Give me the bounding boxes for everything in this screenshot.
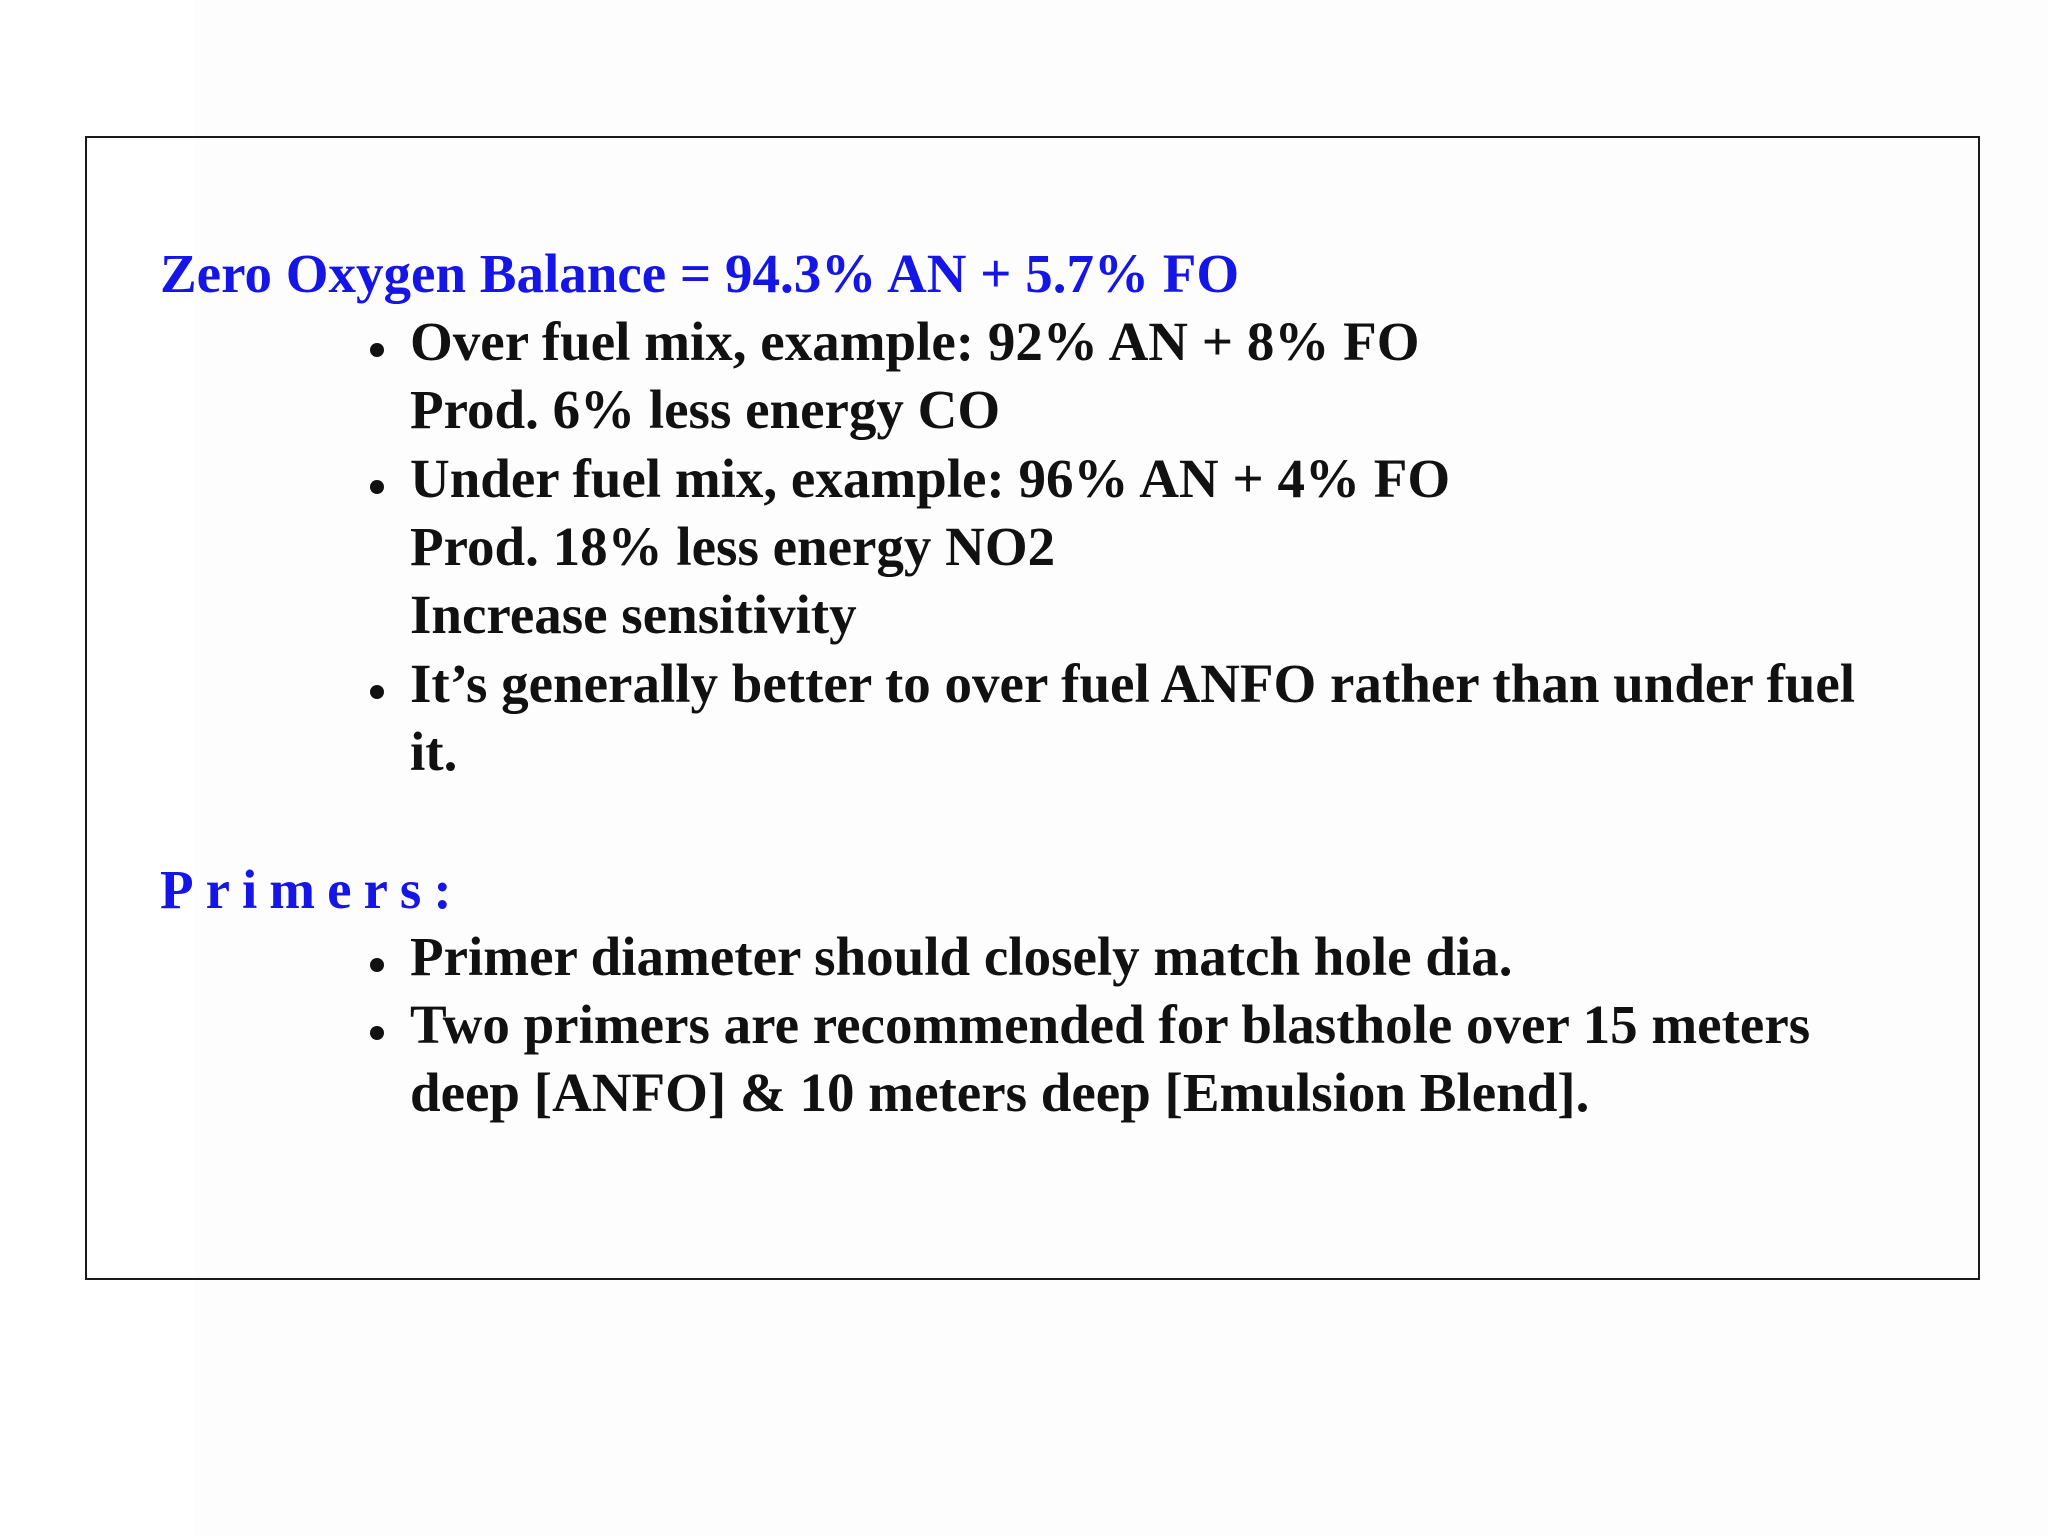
- bullet-icon: [370, 958, 384, 972]
- bullet-icon: [370, 480, 384, 494]
- two-primers-line: Two primers are recommended for blasthole over 15 meters: [410, 994, 1811, 1055]
- over-fuel-result: Prod. 6% less energy CO: [410, 379, 1001, 440]
- oxygen-balance-heading: Zero Oxygen Balance = 94.3% AN + 5.7% FO: [160, 243, 1240, 304]
- under-fuel-result: Prod. 18% less energy NO2: [410, 516, 1056, 577]
- bullet-icon: [370, 685, 384, 699]
- fuel-advice-line: It’s generally better to over fuel ANFO rather than under fuel: [410, 653, 1856, 714]
- primers-heading: Primers:: [160, 859, 464, 920]
- two-primers-continued: deep [ANFO] & 10 meters deep [Emulsion Blend].: [410, 1062, 1590, 1123]
- fuel-advice-continued: it.: [410, 721, 458, 782]
- over-fuel-line: Over fuel mix, example: 92% AN + 8% FO: [410, 311, 1420, 372]
- under-fuel-sensitivity: Increase sensitivity: [410, 584, 857, 645]
- under-fuel-line: Under fuel mix, example: 96% AN + 4% FO: [410, 448, 1451, 509]
- bullet-icon: [370, 1026, 384, 1040]
- primer-diameter-line: Primer diameter should closely match hole dia.: [410, 926, 1513, 987]
- bullet-icon: [370, 343, 384, 357]
